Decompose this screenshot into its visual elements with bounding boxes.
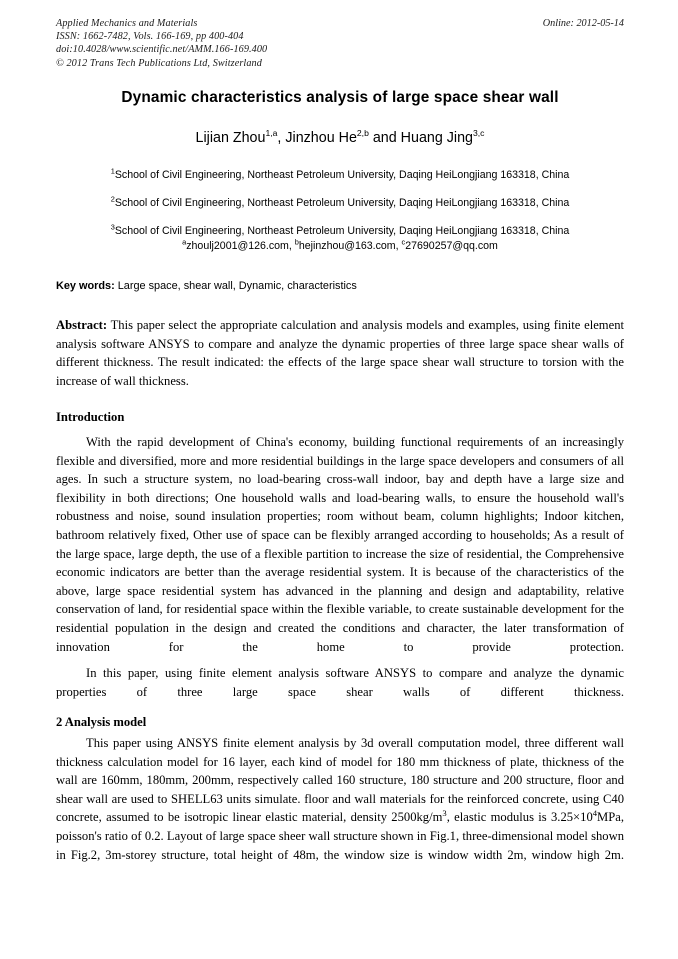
author-name-3: Huang Jing (400, 130, 474, 146)
keywords-value: Large space, shear wall, Dynamic, characteristics (114, 280, 357, 292)
affiliation-item (30, 166, 650, 182)
affiliation-marker: 2 (110, 194, 115, 204)
keywords-label: Key words: (56, 280, 115, 292)
affiliation-text: School of Civil Engineering, Northeast Petroleum University, Daqing HeiLongjiang 163318, China (114, 197, 570, 209)
affiliation-text: School of Civil Engineering, Northeast Petroleum University, Daqing HeiLongjiang 163318, China (114, 169, 570, 181)
email-address-b[interactable]: hejinzhou@163.com (298, 240, 396, 252)
abstract-label: Abstract: (56, 318, 108, 332)
author-list (56, 129, 624, 148)
section-paragraph (56, 664, 624, 720)
author-name-1: Lijian Zhou (195, 130, 266, 146)
journal-header-left (56, 17, 624, 70)
email-marker-c: c (401, 237, 406, 247)
affiliation-item (30, 222, 650, 238)
density-exponent: 3 (442, 808, 447, 819)
journal-name: Applied Mechanics and Materials (56, 18, 198, 29)
section-paragraph (56, 433, 624, 675)
email-separator-1: , (288, 240, 295, 252)
keywords-line (56, 279, 624, 293)
section-heading-analysis-model: 2 Analysis model (56, 715, 147, 729)
abstract-text: This paper select the appropriate calculation and analysis models and examples, using finite element analysis software ANSYS to compare and analyze the dynamic properties of three large space shear walls of different thickness. The result indicated: the effects of the large space shear wall structure to torsion with the increase of wall thickness. (56, 318, 624, 388)
author-separator-2: and (368, 130, 401, 146)
affiliation-marker: 1 (110, 166, 115, 176)
paragraph-text: In this paper, using finite element analysis software ANSYS to compare and analyze the dynamic properties of three large space shear walls of different thickness. (56, 666, 624, 699)
journal-doi-line: doi:10.4028/www.scientific.net/AMM.166-169.400 (56, 44, 268, 56)
affiliation-marker: 3 (110, 222, 115, 232)
paragraph-text: With the rapid development of China's economy, building functional requirements of an increasingly flexible and diversified, more and more residential buildings in the large space developers and consumers of all ages. In such a structure system, no load-bearing cross-wall indoor, bay and depth have a large size and flexibility in both directions; One household walls and load-bearing walls, to ensure the household wall's robustness and noise, sound insulation properties; room without beam, column highlights; Indoor kitchen, bathroom relatively fixed, Other use of space can be flexibly arranged according to households; As a result of the large space, large depth, the use of a flexible partition to increase the size of residential, the Comprehensive economic indicators are better than the average residential system. It is because of the characteristics of the above, large space residential system has advanced in the planning and design and adaptability, relative conservation of land, for residential space within the flexible variable, to create sustainable development for the residential population in the design and created the conditions and character, the later transformation of innovation for the home to provide protection. (56, 435, 624, 654)
affiliation-item (30, 194, 650, 210)
paragraph-part-2: , elastic modulus is 3.25×10 (446, 810, 593, 825)
author-name-2: Jinzhou He (285, 130, 357, 146)
author-marker-1: 1,a (265, 128, 278, 139)
affiliation-text: School of Civil Engineering, Northeast Petroleum University, Daqing HeiLongjiang 163318, China (114, 225, 570, 237)
section-paragraph (56, 734, 624, 883)
email-marker-a: a (182, 237, 187, 247)
email-marker-b: b (294, 237, 299, 247)
paragraph-part-1: This paper using ANSYS finite element analysis by 3d overall computation model, three different wall thickness calculation model for 16 layer, each kind of model for 180 mm thickness of plate, thickness of the wall are 160mm, 180mm, 200mm, respectively called 160 structure, 180 structure and 200 structure, floor and shear wall are used to SHELL63 units simulate. floor and wall materials for the reinforced concrete, using C40 concrete, assumed to be isotropic linear elastic material, density 2500kg/m (56, 736, 624, 825)
paragraph-text (56, 734, 624, 883)
author-marker-3: 3,c (473, 128, 485, 139)
paragraph-part-3: MPa, poisson's ratio of 0.2. Layout of large space sheer wall structure shown in Fig.1, three-dimensional model shown in Fig.2, 3m-storey structure, total height of 48m, the window size is window width 2m, window high 2m. (56, 810, 624, 862)
email-address-c[interactable]: 27690257@qq.com (405, 240, 498, 252)
page-title: Dynamic characteristics analysis of large space shear wall (121, 89, 559, 106)
journal-header (56, 17, 624, 71)
journal-online-date: Online: 2012-05-14 (542, 18, 624, 29)
email-separator-2: , (395, 240, 402, 252)
journal-copyright-line: © 2012 Trans Tech Publications Ltd, Switzerland (56, 57, 262, 69)
section-heading-introduction: Introduction (56, 410, 125, 424)
email-list (30, 237, 650, 253)
journal-issn-line: ISSN: 1662-7482, Vols. 166-169, pp 400-404 (56, 31, 244, 43)
author-marker-2: 2,b (356, 128, 369, 139)
abstract-block (56, 316, 624, 390)
author-separator-1: , (277, 130, 286, 146)
modulus-exponent: 4 (592, 808, 598, 819)
email-address-a[interactable]: zhoulj2001@126.com (186, 240, 289, 252)
